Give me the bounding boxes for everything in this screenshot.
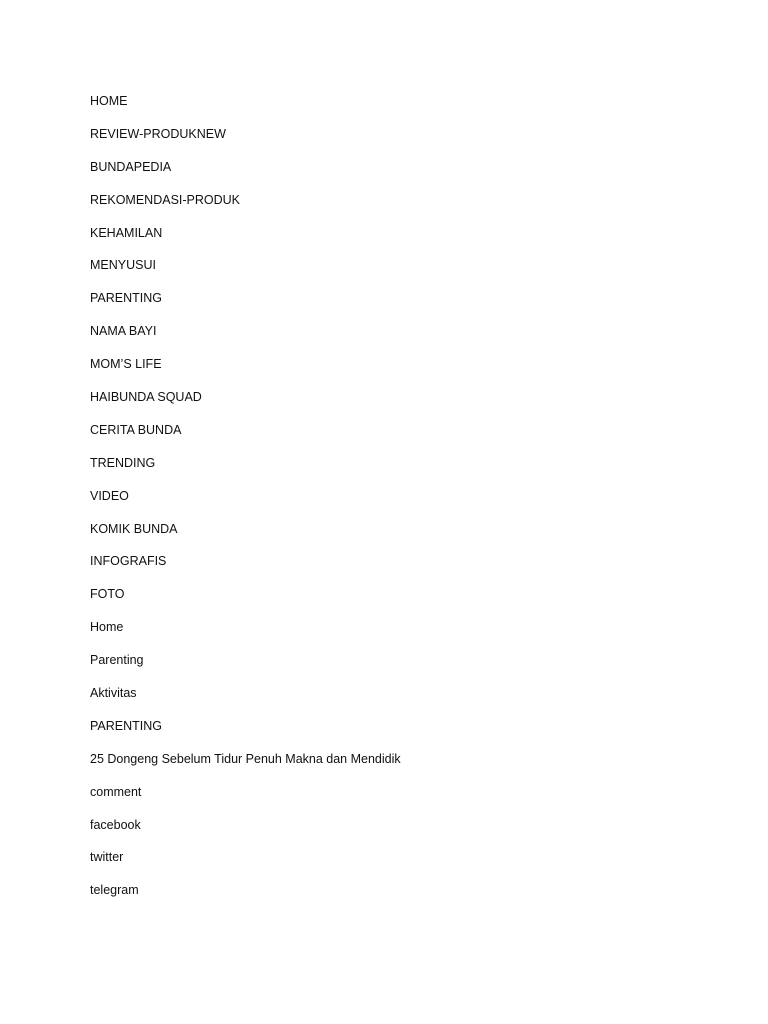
nav-item-menyusui[interactable]: MENYUSUI xyxy=(90,258,156,273)
document-page xyxy=(90,93,690,915)
breadcrumb-item-home[interactable]: Home xyxy=(90,620,124,635)
article-title: 25 Dongeng Sebelum Tidur Penuh Makna dan Mendidik xyxy=(90,751,401,766)
main-nav xyxy=(90,93,690,602)
nav-item-trending[interactable]: TRENDING xyxy=(90,455,156,470)
nav-item-kehamilan[interactable]: KEHAMILAN xyxy=(90,225,163,240)
nav-item-komik-bunda[interactable]: KOMIK BUNDA xyxy=(90,521,178,536)
share-links xyxy=(90,784,690,899)
nav-item-cerita-bunda[interactable]: CERITA BUNDA xyxy=(90,422,182,437)
comment-link[interactable]: comment xyxy=(90,784,142,799)
facebook-share-link[interactable]: facebook xyxy=(90,817,141,832)
nav-item-bundapedia[interactable]: BUNDAPEDIA xyxy=(90,159,172,174)
breadcrumb xyxy=(90,619,690,701)
telegram-share-link[interactable]: telegram xyxy=(90,883,139,898)
nav-item-moms-life[interactable]: MOM’S LIFE xyxy=(90,357,162,372)
nav-item-haibunda-squad[interactable]: HAIBUNDA SQUAD xyxy=(90,390,202,405)
nav-item-foto[interactable]: FOTO xyxy=(90,587,125,602)
nav-item-nama-bayi[interactable]: NAMA BAYI xyxy=(90,324,157,339)
breadcrumb-item-aktivitas[interactable]: Aktivitas xyxy=(90,686,137,701)
nav-item-video[interactable]: VIDEO xyxy=(90,488,129,503)
article-category[interactable]: PARENTING xyxy=(90,718,162,733)
nav-item-review-produknew[interactable]: REVIEW-PRODUKNEW xyxy=(90,126,226,141)
nav-item-home[interactable]: HOME xyxy=(90,94,128,108)
twitter-share-link[interactable]: twitter xyxy=(90,850,124,865)
nav-item-infografis[interactable]: INFOGRAFIS xyxy=(90,554,167,569)
nav-item-rekomendasi-produk[interactable]: REKOMENDASI-PRODUK xyxy=(90,192,241,207)
article-header xyxy=(90,718,690,767)
nav-item-parenting[interactable]: PARENTING xyxy=(90,291,162,306)
breadcrumb-item-parenting[interactable]: Parenting xyxy=(90,653,144,668)
